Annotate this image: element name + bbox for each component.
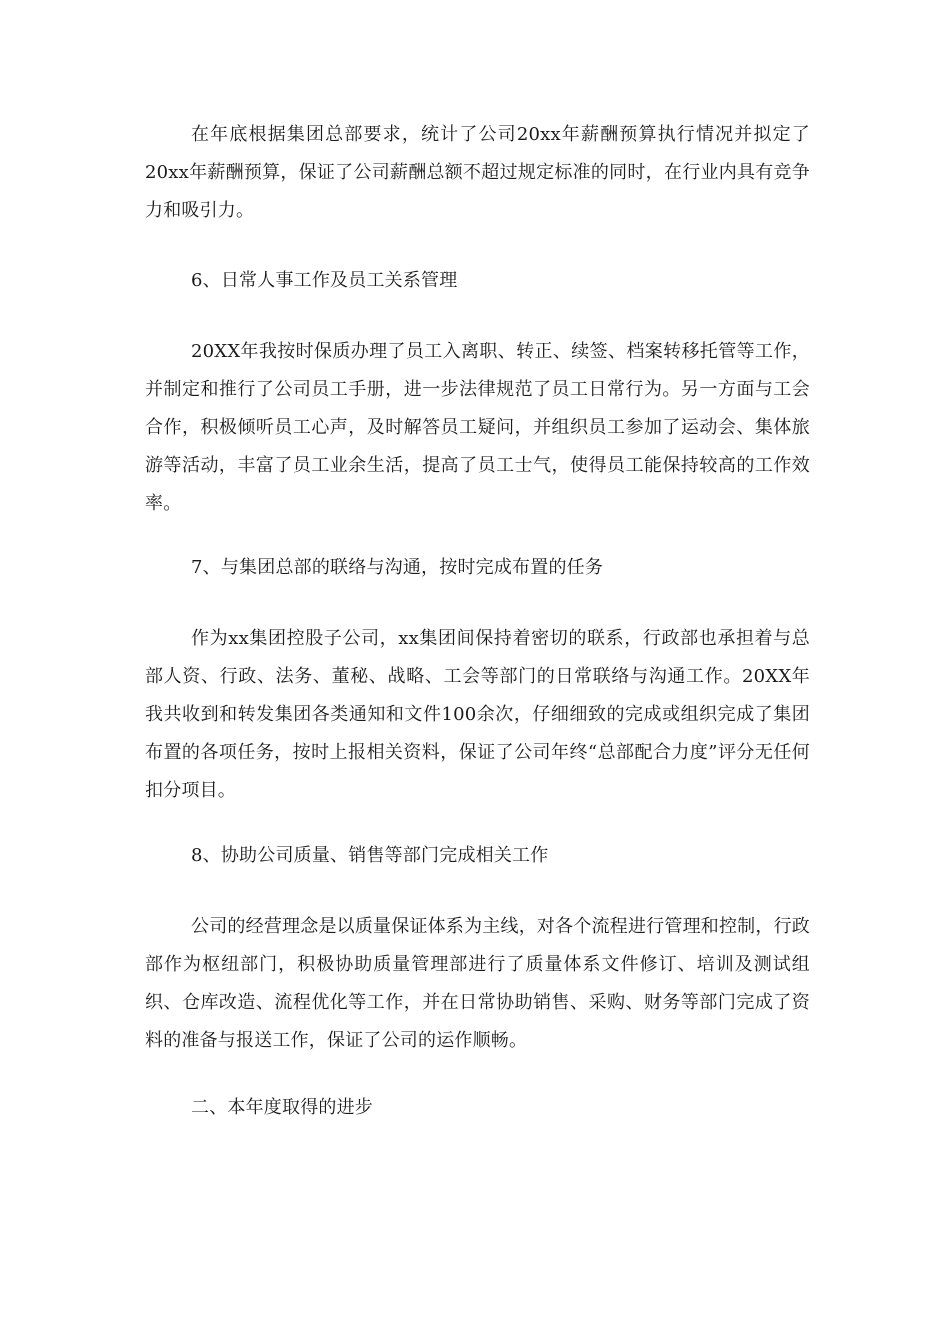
heading-section-8: 8、协助公司质量、销售等部门完成相关工作 [191,845,549,866]
heading-section-6: 6、日常人事工作及员工关系管理 [191,270,458,291]
heading-section-7: 7、与集团总部的联络与沟通，按时完成布置的任务 [191,557,604,578]
paragraph-salary-budget: 在年底根据集团总部要求，统计了公司20xx年薪酬预算执行情况并拟定了20xx年薪酬预算，保证了公司薪酬总额不超过规定标准的同时，在行业内具有竞争力和吸引力。 [145,124,810,221]
paragraph-group-liaison: 作为xx集团控股子公司，xx集团间保持着密切的联系，行政部也承担着与总部人资、行政、法务、董秘、战略、工会等部门的日常联络与沟通工作。20XX年我共收到和转发集团各类通知和文件100余次，仔细细致的完成或组织完成了集团布置的各项任务，按时上报相关资料，保证了公司年终“总部配合力度”评分无任何扣分项目。 [145,628,810,801]
paragraph-hr-routine: 20XX年我按时保质办理了员工入离职、转正、续签、档案转移托管等工作，并制定和推行了公司员工手册，进一步法律规范了员工日常行为。另一方面与工会合作，积极倾听员工心声，及时解答员工疑问，并组织员工参加了运动会、集体旅游等活动，丰富了员工业余生活，提高了员工士气，使得员工能保持较高的工作效率。 [145,341,810,514]
heading-part-2: 二、本年度取得的进步 [191,1097,373,1118]
paragraph-quality-support: 公司的经营理念是以质量保证体系为主线，对各个流程进行管理和控制，行政部作为枢纽部门，积极协助质量管理部进行了质量体系文件修订、培训及测试组织、仓库改造、流程优化等工作，并在日常协助销售、采购、财务等部门完成了资料的准备与报送工作，保证了公司的运作顺畅。 [145,916,810,1051]
